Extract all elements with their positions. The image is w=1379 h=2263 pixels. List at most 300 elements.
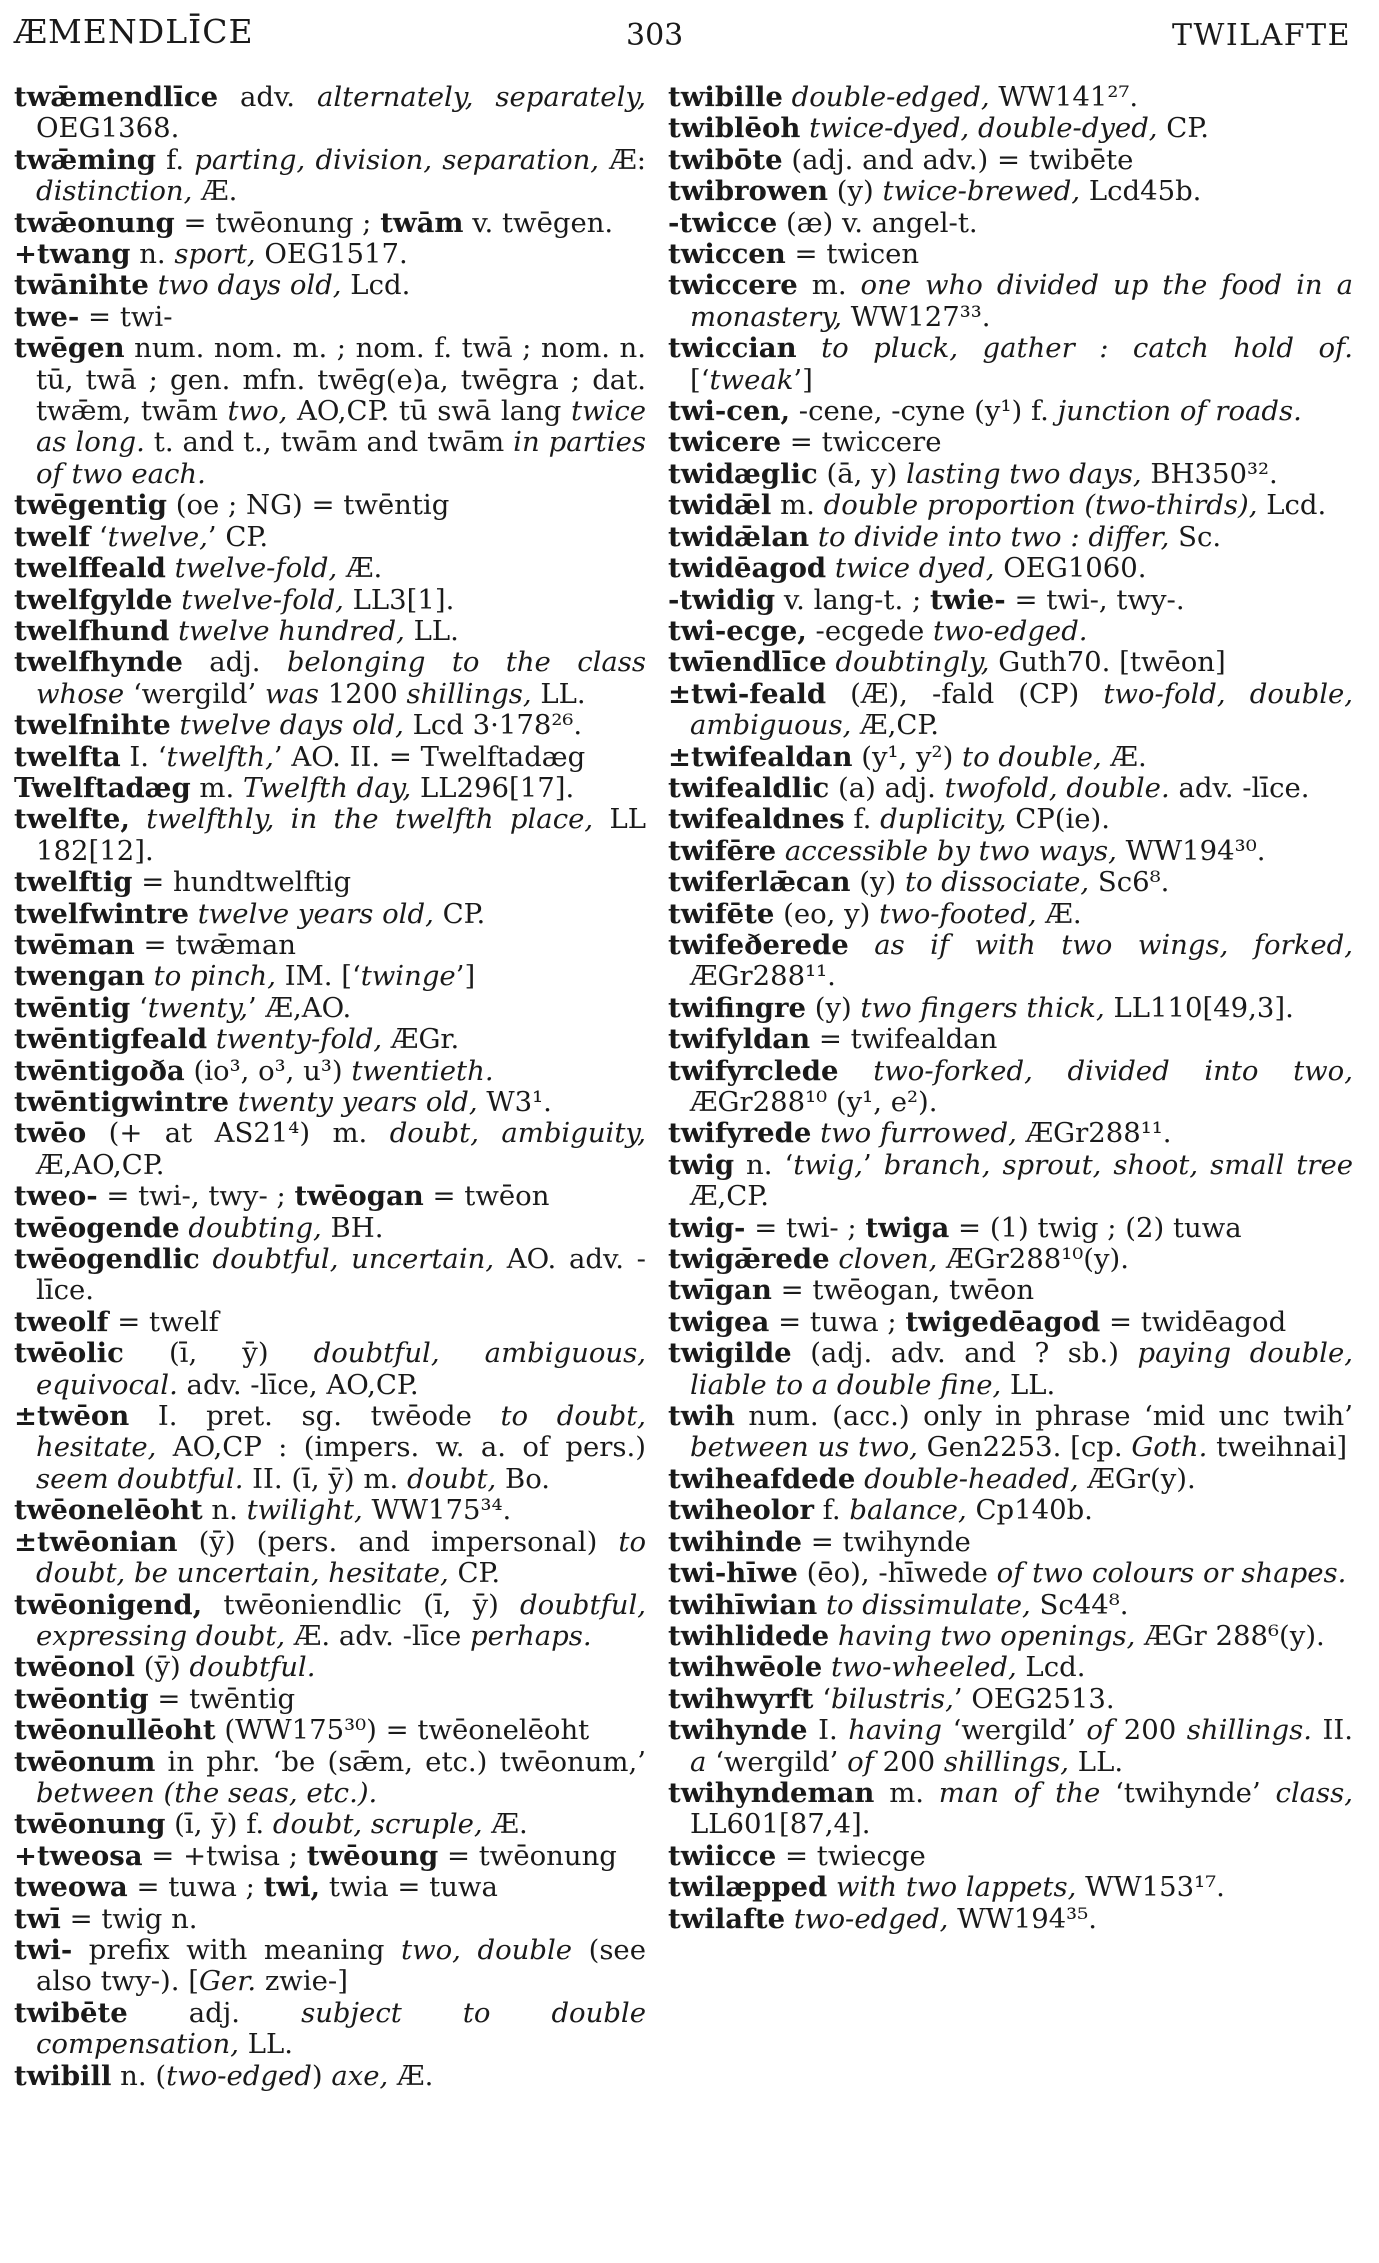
entry-text: axe, <box>331 2059 389 2092</box>
entry-text <box>829 1620 838 1652</box>
entry-text: (y) <box>828 175 883 208</box>
entry-text: (eo, y) <box>774 897 880 930</box>
entry-headword: twǣming <box>14 143 156 176</box>
dictionary-entry <box>668 867 1353 898</box>
entry-text: twelve days old, <box>179 709 404 742</box>
entry-text: Æ. <box>1101 740 1147 773</box>
entry-text: two fingers thick, <box>860 991 1105 1024</box>
entry-headword: +twang <box>14 238 131 271</box>
entry-text <box>811 1117 820 1149</box>
entry-text: = twēntig <box>148 1682 296 1715</box>
dictionary-entry <box>14 1527 646 1590</box>
dictionary-entry <box>668 1307 1353 1338</box>
entry-text: ’] <box>793 363 813 396</box>
entry-text: ÆGr288¹⁰(y). <box>937 1243 1130 1276</box>
entry-headword: twiblēoh <box>668 112 801 145</box>
entry-text: ‘ <box>130 991 148 1024</box>
entry-text: ‘ <box>813 1682 831 1715</box>
entry-headword: twēntig <box>14 991 131 1024</box>
entry-text: Æ: <box>599 143 646 176</box>
entry-text: (ȳ) (pers. and impersonal) <box>177 1525 619 1558</box>
entry-headword: Twelftadæg <box>14 771 191 804</box>
dictionary-entry <box>668 1024 1353 1055</box>
entry-text: two-edged. <box>933 614 1088 647</box>
entry-text: AO. adv. -līce. <box>36 1243 646 1307</box>
entry-text: between (the seas, etc.). <box>36 1776 378 1809</box>
entry-text <box>783 82 792 113</box>
entry-text: ’ AO. II. = Twelftadæg <box>273 740 586 773</box>
entry-headword: twicere <box>668 426 782 459</box>
dictionary-entry <box>668 1715 1353 1778</box>
entry-text: WW194³⁰. <box>1116 834 1266 867</box>
entry-text: (io³, o³, u³) <box>184 1054 352 1087</box>
entry-text: = twiecge <box>776 1839 926 1872</box>
dictionary-entry <box>668 1213 1353 1244</box>
entry-headword: twigea <box>668 1305 770 1338</box>
entry-text: tweak <box>709 363 794 396</box>
entry-text: WW153¹⁷. <box>1076 1871 1225 1904</box>
dictionary-entry <box>14 239 646 270</box>
entry-text: ÆGr288¹¹. <box>690 960 836 993</box>
entry-text: was <box>264 677 319 710</box>
entry-headword: twihlidede <box>668 1619 830 1652</box>
dictionary-entry <box>14 1998 646 2061</box>
entry-text: Twelfth day, <box>243 771 412 804</box>
entry-text: twelve hundred, <box>178 614 405 647</box>
entry-headword: twēonol <box>14 1651 135 1684</box>
entry-text: as if with two wings, forked, <box>874 928 1353 961</box>
entry-headword: twiga <box>865 1211 950 1244</box>
entry-headword: ±twēon <box>14 1400 130 1433</box>
entry-text: = +twisa ; <box>142 1839 307 1872</box>
entry-text: adv. -līce, AO,CP. <box>177 1368 419 1401</box>
entry-text: (y) <box>806 991 861 1024</box>
entry-text: (oe ; NG) = twēntig <box>166 489 450 522</box>
entry-text: of <box>847 1745 874 1778</box>
entry-headword: twe- <box>14 300 80 333</box>
dictionary-entry <box>668 1841 1353 1872</box>
dictionary-entry <box>668 82 1353 113</box>
dictionary-entry <box>668 804 1353 835</box>
entry-headword: twifyldan <box>668 1023 811 1056</box>
entry-headword: twihynde <box>668 1714 808 1747</box>
dictionary-entry <box>668 490 1353 521</box>
dictionary-entry <box>668 1464 1353 1495</box>
header-right-word: TWILAFTE <box>1171 18 1351 53</box>
entry-text: two-wheeled, <box>831 1651 1017 1684</box>
entry-text: f. <box>844 803 881 836</box>
dictionary-entry <box>668 1527 1353 1558</box>
entry-headword: twifeðerede <box>668 928 849 961</box>
entry-headword: twēgentig <box>14 489 167 522</box>
entry-text: to doubt, be uncertain, hesitate, <box>36 1525 646 1590</box>
entry-text: n. <box>202 1494 247 1527</box>
page-number: 303 <box>626 18 684 53</box>
dictionary-entry <box>14 1715 646 1746</box>
dictionary-entry <box>14 930 646 961</box>
dictionary-entry <box>668 1778 1353 1841</box>
entry-text: LL. <box>239 2028 294 2061</box>
entry-text: 200 <box>1113 1714 1187 1747</box>
right-column <box>668 82 1353 2262</box>
entry-headword: twibill <box>14 2059 112 2092</box>
entry-headword: twiccian <box>668 332 797 365</box>
dictionary-entry <box>14 1872 646 1903</box>
entry-text: II. (ī, ȳ) m. <box>243 1462 407 1495</box>
entry-text: twice dyed, <box>834 552 995 585</box>
entry-text <box>171 709 180 741</box>
entry-text: Sc6⁸. <box>1089 866 1170 899</box>
entry-text: ’ Æ,AO. <box>248 991 352 1024</box>
entry-text: doubtful, expressing doubt, <box>36 1588 646 1652</box>
entry-text: II. <box>1311 1714 1353 1747</box>
entry-text: = twicen <box>785 238 920 271</box>
dictionary-entry <box>14 333 646 490</box>
dictionary-entry <box>14 1181 646 1212</box>
entry-text: ‘twihynde’ <box>1100 1776 1276 1809</box>
entry-headword: twēogendlic <box>14 1243 200 1276</box>
entry-headword: twihwēole <box>668 1651 823 1684</box>
entry-headword: twidēagod <box>668 552 827 585</box>
entry-headword: twibōte <box>668 143 783 176</box>
running-head <box>14 12 1351 68</box>
dictionary-entry <box>14 993 646 1024</box>
dictionary-entry <box>14 1244 646 1307</box>
entry-text: branch, sprout, shoot, small tree <box>883 1148 1353 1181</box>
entry-text: shillings, <box>943 1745 1070 1778</box>
dictionary-entry <box>668 1872 1353 1903</box>
entry-text: ’] <box>455 960 476 993</box>
entry-headword: twihīwian <box>668 1588 818 1621</box>
entry-headword: twilafte <box>668 1902 786 1935</box>
dictionary-entry <box>668 1118 1353 1149</box>
entry-text: CP. <box>448 1557 501 1590</box>
entry-text: ) <box>311 2059 332 2092</box>
entry-text: (adj. and adv.) = twibēte <box>782 143 1134 176</box>
entry-headword: twelfnihte <box>14 709 171 742</box>
entry-text: twice-dyed, double-dyed, <box>809 112 1158 145</box>
dictionary-entry <box>14 1056 646 1087</box>
entry-text: to pluck, gather : catch hold of. <box>821 332 1353 365</box>
dictionary-entry <box>14 82 646 145</box>
entry-text: Lcd. <box>1257 489 1327 522</box>
entry-headword: twǣonung <box>14 206 175 239</box>
entry-headword: twi-ecge, <box>668 614 807 647</box>
dictionary-entry <box>668 427 1353 458</box>
entry-text <box>822 1651 831 1683</box>
entry-text: distinction, <box>36 175 193 208</box>
entry-text <box>130 803 146 835</box>
dictionary-entry <box>668 1558 1353 1589</box>
dictionary-entry <box>668 459 1353 490</box>
dictionary-entry <box>14 616 646 647</box>
dictionary-entry <box>668 1590 1353 1621</box>
entry-text: Ger. <box>198 1965 257 1998</box>
entry-text: f. <box>155 143 195 176</box>
entry-text: LL. <box>1001 1368 1056 1401</box>
entry-text: parting, division, separation, <box>194 143 600 176</box>
entry-text: prefix with meaning <box>72 1933 402 1966</box>
left-column <box>14 82 646 2262</box>
entry-text: belonging to the class whose <box>36 646 646 710</box>
entry-headword: twi- <box>14 1933 73 1966</box>
entry-text: Æ. <box>337 552 383 585</box>
entry-text: WW127³³. <box>841 300 991 333</box>
entry-text: twelfthly, in the twelfth place, <box>146 803 594 836</box>
entry-headword: twelfgylde <box>14 583 173 616</box>
entry-headword: twīendlīce <box>668 646 827 679</box>
entry-text: to doubt, hesitate, <box>36 1400 646 1464</box>
entry-text: (ī, ȳ) <box>123 1337 314 1370</box>
dictionary-entry <box>14 1087 646 1118</box>
entry-text <box>173 584 182 616</box>
entry-headword: twēoung <box>306 1839 439 1872</box>
entry-headword: twēntigfeald <box>14 1023 208 1056</box>
entry-headword: twelfte, <box>14 803 130 836</box>
entry-headword: tweo- <box>14 1180 98 1213</box>
entry-text: ÆGr288¹¹. <box>1016 1117 1172 1150</box>
dictionary-entry <box>668 836 1353 867</box>
entry-text: two-fold, double, ambiguous, <box>690 677 1353 742</box>
entry-headword: twiheafdede <box>668 1462 856 1495</box>
dictionary-entry <box>668 1150 1353 1213</box>
entry-text <box>207 1023 216 1055</box>
entry-text: seem doubtful. <box>36 1462 244 1495</box>
dictionary-entry <box>668 585 1353 616</box>
entry-text: (a) adj. <box>829 771 945 804</box>
entry-text: AO,CP : (impers. w. a. of pers.) <box>156 1431 646 1464</box>
entry-headword: twidǣl <box>668 489 772 522</box>
dictionary-entry <box>14 553 646 584</box>
entry-text: doubting, <box>188 1211 322 1244</box>
entry-text: = twidēagod <box>1100 1305 1287 1338</box>
entry-text: (ī, ȳ) f. <box>165 1808 273 1841</box>
entry-headword: twihinde <box>668 1525 802 1558</box>
dictionary-entry <box>668 993 1353 1024</box>
entry-text: num. nom. m. ; nom. f. twā ; nom. n. tū, twā ; gen. mfn. twēg(e)a, twēgra ; dat. twǣm, twām <box>36 332 646 428</box>
entry-headword: twelfhund <box>14 614 170 647</box>
entry-text: W3¹. <box>477 1086 552 1118</box>
entry-text: doubtful, ambiguous, equivocal. <box>36 1337 646 1401</box>
entry-text: BH350³². <box>1141 457 1278 490</box>
entry-text: twenty-fold, <box>215 1023 383 1056</box>
entry-text: 200 <box>873 1745 944 1778</box>
entry-headword: twidæglic <box>668 457 818 490</box>
entry-text: double-edged, <box>791 82 990 113</box>
entry-text: twenty, <box>147 991 248 1024</box>
entry-text: junction of roads. <box>1057 395 1302 428</box>
dictionary-entry <box>668 930 1353 993</box>
dictionary-entry <box>14 1652 646 1683</box>
entry-text: cloven, <box>838 1243 938 1276</box>
entry-text: m. <box>771 489 824 522</box>
entry-headword: twēonelēoht <box>14 1494 203 1527</box>
entry-headword: twifēte <box>668 897 775 930</box>
entry-text: twentieth. <box>351 1054 494 1087</box>
dictionary-entry <box>14 522 646 553</box>
dictionary-entry <box>14 145 646 208</box>
dictionary-entry <box>14 1590 646 1653</box>
entry-headword: twifēre <box>668 834 777 867</box>
entry-text: I. ‘ <box>120 740 167 773</box>
header-left-word: ÆMENDLĪCE <box>14 12 254 51</box>
entry-text <box>189 898 198 930</box>
entry-text: Gen2253. [cp. <box>917 1431 1132 1464</box>
dictionary-entry <box>14 490 646 521</box>
entry-text: num. (acc.) only in phrase ‘mid unc twih’ <box>734 1400 1353 1433</box>
entry-text <box>827 1871 836 1903</box>
entry-text: zwie-] <box>256 1965 348 1998</box>
dictionary-entry <box>668 176 1353 207</box>
entry-text: = twēon <box>423 1180 550 1213</box>
entry-text: (Æ), -fald (CP) <box>826 677 1104 710</box>
entry-text: = twifealdan <box>810 1023 998 1056</box>
entry-text: paying double, liable to a double fine, <box>690 1337 1353 1401</box>
entry-text: OEG1060. <box>994 552 1147 585</box>
dictionary-entry <box>14 208 646 239</box>
dictionary-entry <box>14 710 646 741</box>
dictionary-entry <box>668 333 1353 396</box>
entry-text: two-forked, divided into two, <box>873 1054 1353 1087</box>
dictionary-entry <box>668 1401 1353 1464</box>
entry-headword: twēo <box>14 1117 87 1150</box>
entry-text: = twēogan, twēon <box>771 1274 1035 1307</box>
entry-text: v. twēgen. <box>463 206 614 239</box>
entry-headword: twiicce <box>668 1839 777 1872</box>
entry-text: doubtful, uncertain, <box>212 1243 495 1276</box>
entry-text: m. <box>190 771 243 804</box>
entry-text: twelve-fold, <box>181 583 344 616</box>
entry-text: twia = tuwa <box>320 1871 498 1904</box>
entry-text: twice as long. <box>36 395 646 459</box>
dictionary-entry <box>14 270 646 301</box>
dictionary-entry <box>14 804 646 867</box>
entry-text: Guth70. [twēon] <box>989 646 1226 679</box>
entry-text: ÆGr. <box>382 1023 460 1056</box>
entry-headword: twelftig <box>14 866 133 899</box>
entry-headword: twelf <box>14 520 91 553</box>
dictionary-entry <box>14 742 646 773</box>
entry-text: doubt, ambiguity, <box>389 1117 646 1150</box>
entry-text <box>149 269 158 301</box>
dictionary-entry <box>668 113 1353 144</box>
entry-text: -ecgede <box>806 614 933 647</box>
entry-text: t. and t., twām and twām <box>144 426 514 459</box>
entry-headword: ±twifealdan <box>668 740 853 773</box>
entry-text: Æ. <box>1036 897 1082 930</box>
dictionary-entry <box>14 1307 646 1338</box>
entry-headword: twi-hīwe <box>668 1557 798 1590</box>
entry-headword: twibēte <box>14 1996 128 2029</box>
entry-text: two-footed, <box>879 897 1037 930</box>
entry-headword: twi, <box>263 1871 321 1904</box>
entry-text: shillings. <box>1186 1714 1312 1747</box>
entry-text: IM. [‘ <box>276 960 361 993</box>
entry-headword: twī <box>14 1902 61 1935</box>
entry-text <box>200 1243 213 1275</box>
entry-text: ‘wergild’ <box>706 1745 848 1778</box>
dictionary-entry <box>668 773 1353 804</box>
entry-text: Æ,CP. <box>690 1180 769 1213</box>
entry-text: subject to double compensation, <box>36 1996 646 2061</box>
dictionary-entry <box>668 647 1353 678</box>
entry-text: perhaps. <box>469 1619 592 1652</box>
entry-text: (ēo), -hīwede <box>797 1557 997 1590</box>
entry-text: twelve years old, <box>197 897 434 930</box>
entry-text: = (1) twig ; (2) tuwa <box>949 1211 1242 1244</box>
entry-text: to double, <box>962 740 1102 773</box>
entry-text: double-headed, <box>864 1462 1079 1495</box>
entry-text: = tuwa ; <box>769 1305 906 1338</box>
entry-text: CP. <box>433 897 486 930</box>
entry-headword: +tweosa <box>14 1839 143 1872</box>
entry-text: I. pret. sg. twēode <box>129 1400 501 1433</box>
entry-text: one who divided up the food in a monastery, <box>690 269 1353 333</box>
entry-text: doubt, <box>406 1462 497 1495</box>
entry-text: twelfth, <box>166 740 274 773</box>
entry-text: I. <box>807 1714 849 1747</box>
entry-headword: ±twēonian <box>14 1525 178 1558</box>
entry-text: doubtingly, <box>835 646 990 679</box>
dictionary-entry <box>668 1621 1353 1652</box>
entry-text: (+ at AS21⁴) m. <box>86 1117 390 1150</box>
entry-text: v. lang-t. ; <box>775 583 930 616</box>
entry-text: adv. <box>218 82 317 113</box>
entry-text: ÆGr 288⁶(y). <box>1135 1619 1325 1652</box>
entry-text: (ȳ) <box>135 1651 190 1684</box>
entry-text: with two lappets, <box>836 1871 1077 1904</box>
dictionary-entry <box>668 1684 1353 1715</box>
dictionary-entry <box>14 647 646 710</box>
entry-text: = twiccere <box>781 426 942 459</box>
entry-headword: twih <box>668 1400 735 1433</box>
entry-text: two, double <box>401 1933 573 1966</box>
entry-text: BH. <box>321 1211 384 1244</box>
dictionary-entry <box>668 679 1353 742</box>
entry-text: two days old, <box>157 269 342 302</box>
entry-text: twofold, double. <box>944 771 1170 804</box>
entry-text: duplicity, <box>880 803 1007 836</box>
entry-text: twinge <box>360 960 456 993</box>
entry-text: Goth. <box>1131 1431 1208 1464</box>
entry-text <box>229 1086 238 1118</box>
dictionary-entry <box>14 585 646 616</box>
entry-text: LL110[49,3]. <box>1104 991 1294 1024</box>
entry-text: = twi- <box>79 300 173 333</box>
entry-text: LL601[87,4]. <box>690 1808 871 1841</box>
entry-text: LL 182[12]. <box>36 803 646 867</box>
entry-text: (ā, y) <box>817 457 907 490</box>
entry-headword: twiccen <box>668 238 786 271</box>
entry-headword: twānihte <box>14 269 149 302</box>
entry-headword: twēman <box>14 928 135 961</box>
entry-headword: twelffeald <box>14 552 166 585</box>
entry-text: Lcd. <box>1016 1651 1086 1684</box>
dictionary-entry <box>14 899 646 930</box>
entry-text: Lcd45b. <box>1080 175 1202 208</box>
entry-text: AO,CP. tū swā lang <box>287 395 571 428</box>
dictionary-entry <box>668 1904 1353 1935</box>
entry-headword: twidǣlan <box>668 520 810 553</box>
entry-text: having <box>848 1714 943 1747</box>
entry-headword: twīgan <box>668 1274 772 1307</box>
entry-text: twig, <box>793 1148 863 1181</box>
dictionary-entry <box>14 1338 646 1401</box>
entry-headword: twelfta <box>14 740 121 773</box>
entry-text: twelve-fold, <box>174 552 338 585</box>
entry-text: [‘ <box>690 363 710 396</box>
entry-text: Sc. <box>1169 520 1222 553</box>
